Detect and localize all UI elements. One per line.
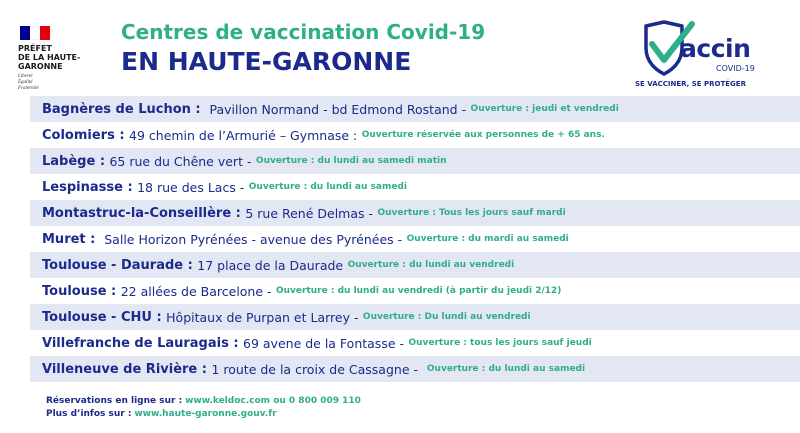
centre-city: Toulouse - CHU : [42, 309, 162, 325]
infos-line [46, 408, 361, 421]
centre-city: Labège : [42, 153, 106, 169]
centre-address: 65 rue du Chêne vert - [109, 153, 252, 169]
list-item [30, 226, 800, 252]
list-item [30, 148, 800, 174]
reservations-line [46, 395, 361, 408]
centre-address: Pavillon Normand - bd Edmond Rostand - [209, 101, 467, 117]
centre-hours: Ouverture : du lundi au vendredi (à partir du jeudi 2/12) [276, 286, 562, 296]
centre-address: 22 allées de Barcelone - [120, 283, 272, 299]
centre-city: Lespinasse : [42, 179, 133, 195]
centre-city: Colomiers : [42, 127, 125, 143]
centre-city: Muret : [42, 231, 96, 247]
centre-address: 69 avene de la Fontasse - [243, 335, 405, 351]
vaccin-logo [636, 20, 786, 94]
centre-address: Salle Horizon Pyrénées - avenue des Pyrénées - [104, 231, 403, 247]
centre-hours: Ouverture : du lundi au samedi matin [255, 156, 447, 166]
centre-hours: Ouverture : du lundi au samedi [426, 364, 586, 374]
centre-city: Bagnères de Luchon : [42, 101, 201, 117]
centre-city: Montastruc-la-Conseillère : [42, 205, 241, 221]
list-item [30, 278, 800, 304]
centre-address: 18 rue des Lacs - [137, 179, 245, 195]
footer [46, 395, 361, 421]
prefet-logo [18, 26, 108, 92]
french-flag-icon [20, 26, 50, 40]
centre-hours: Ouverture : du lundi au samedi [248, 182, 407, 192]
list-item [30, 122, 800, 148]
centre-hours: Ouverture : Tous les jours sauf mardi [377, 208, 566, 218]
list-item [30, 252, 800, 278]
centre-address: 5 rue René Delmas - [245, 205, 374, 221]
centre-hours: Ouverture : jeudi et vendredi [470, 104, 619, 114]
centre-hours: Ouverture : Du lundi au vendredi [362, 312, 531, 322]
centre-hours: Ouverture : tous les jours sauf jeudi [408, 338, 592, 348]
centre-address: Hôpitaux de Purpan et Larrey - [166, 309, 359, 325]
list-item [30, 304, 800, 330]
centre-city: Villefranche de Lauragais : [42, 335, 239, 351]
centre-address: 1 route de la croix de Cassagne - [211, 361, 418, 377]
page-subtitle: EN HAUTE-GARONNE [121, 47, 412, 76]
page-title: Centres de vaccination Covid-19 [121, 20, 486, 44]
list-item [30, 96, 800, 122]
list-item [30, 200, 800, 226]
list-item [30, 174, 800, 200]
centre-hours: Ouverture : du mardi au samedi [406, 234, 569, 244]
list-item [30, 356, 800, 382]
centre-hours: Ouverture réservée aux personnes de + 65 ans. [361, 130, 605, 140]
reservations-label: Réservations en ligne sur : [46, 396, 183, 406]
prefet-name: PRÉFET DE LA HAUTE- GARONNE [18, 44, 81, 71]
infos-label: Plus d’infos sur : [46, 409, 132, 419]
centre-city: Toulouse : [42, 283, 117, 299]
list-item [30, 330, 800, 356]
centre-hours: Ouverture : du lundi au vendredi [347, 260, 515, 270]
prefet-motto: Liberté Égalité Fraternité [18, 74, 39, 91]
centre-address: 17 place de la Daurade [197, 257, 344, 273]
centre-address: 49 chemin de l’Armurié – Gymnase : [129, 127, 358, 143]
centre-city: Villeneuve de Rivière : [42, 361, 207, 377]
infos-link[interactable]: www.haute-garonne.gouv.fr [134, 409, 277, 419]
centres-list [30, 96, 800, 382]
centre-city: Toulouse - Daurade : [42, 257, 193, 273]
vaccin-sub: COVID-19 [716, 64, 755, 73]
vaccin-word: accin [680, 34, 751, 63]
vaccin-tagline: SE VACCINER, SE PROTÉGER [635, 80, 746, 88]
reservations-link[interactable]: www.keldoc.com ou 0 800 009 110 [185, 396, 361, 406]
